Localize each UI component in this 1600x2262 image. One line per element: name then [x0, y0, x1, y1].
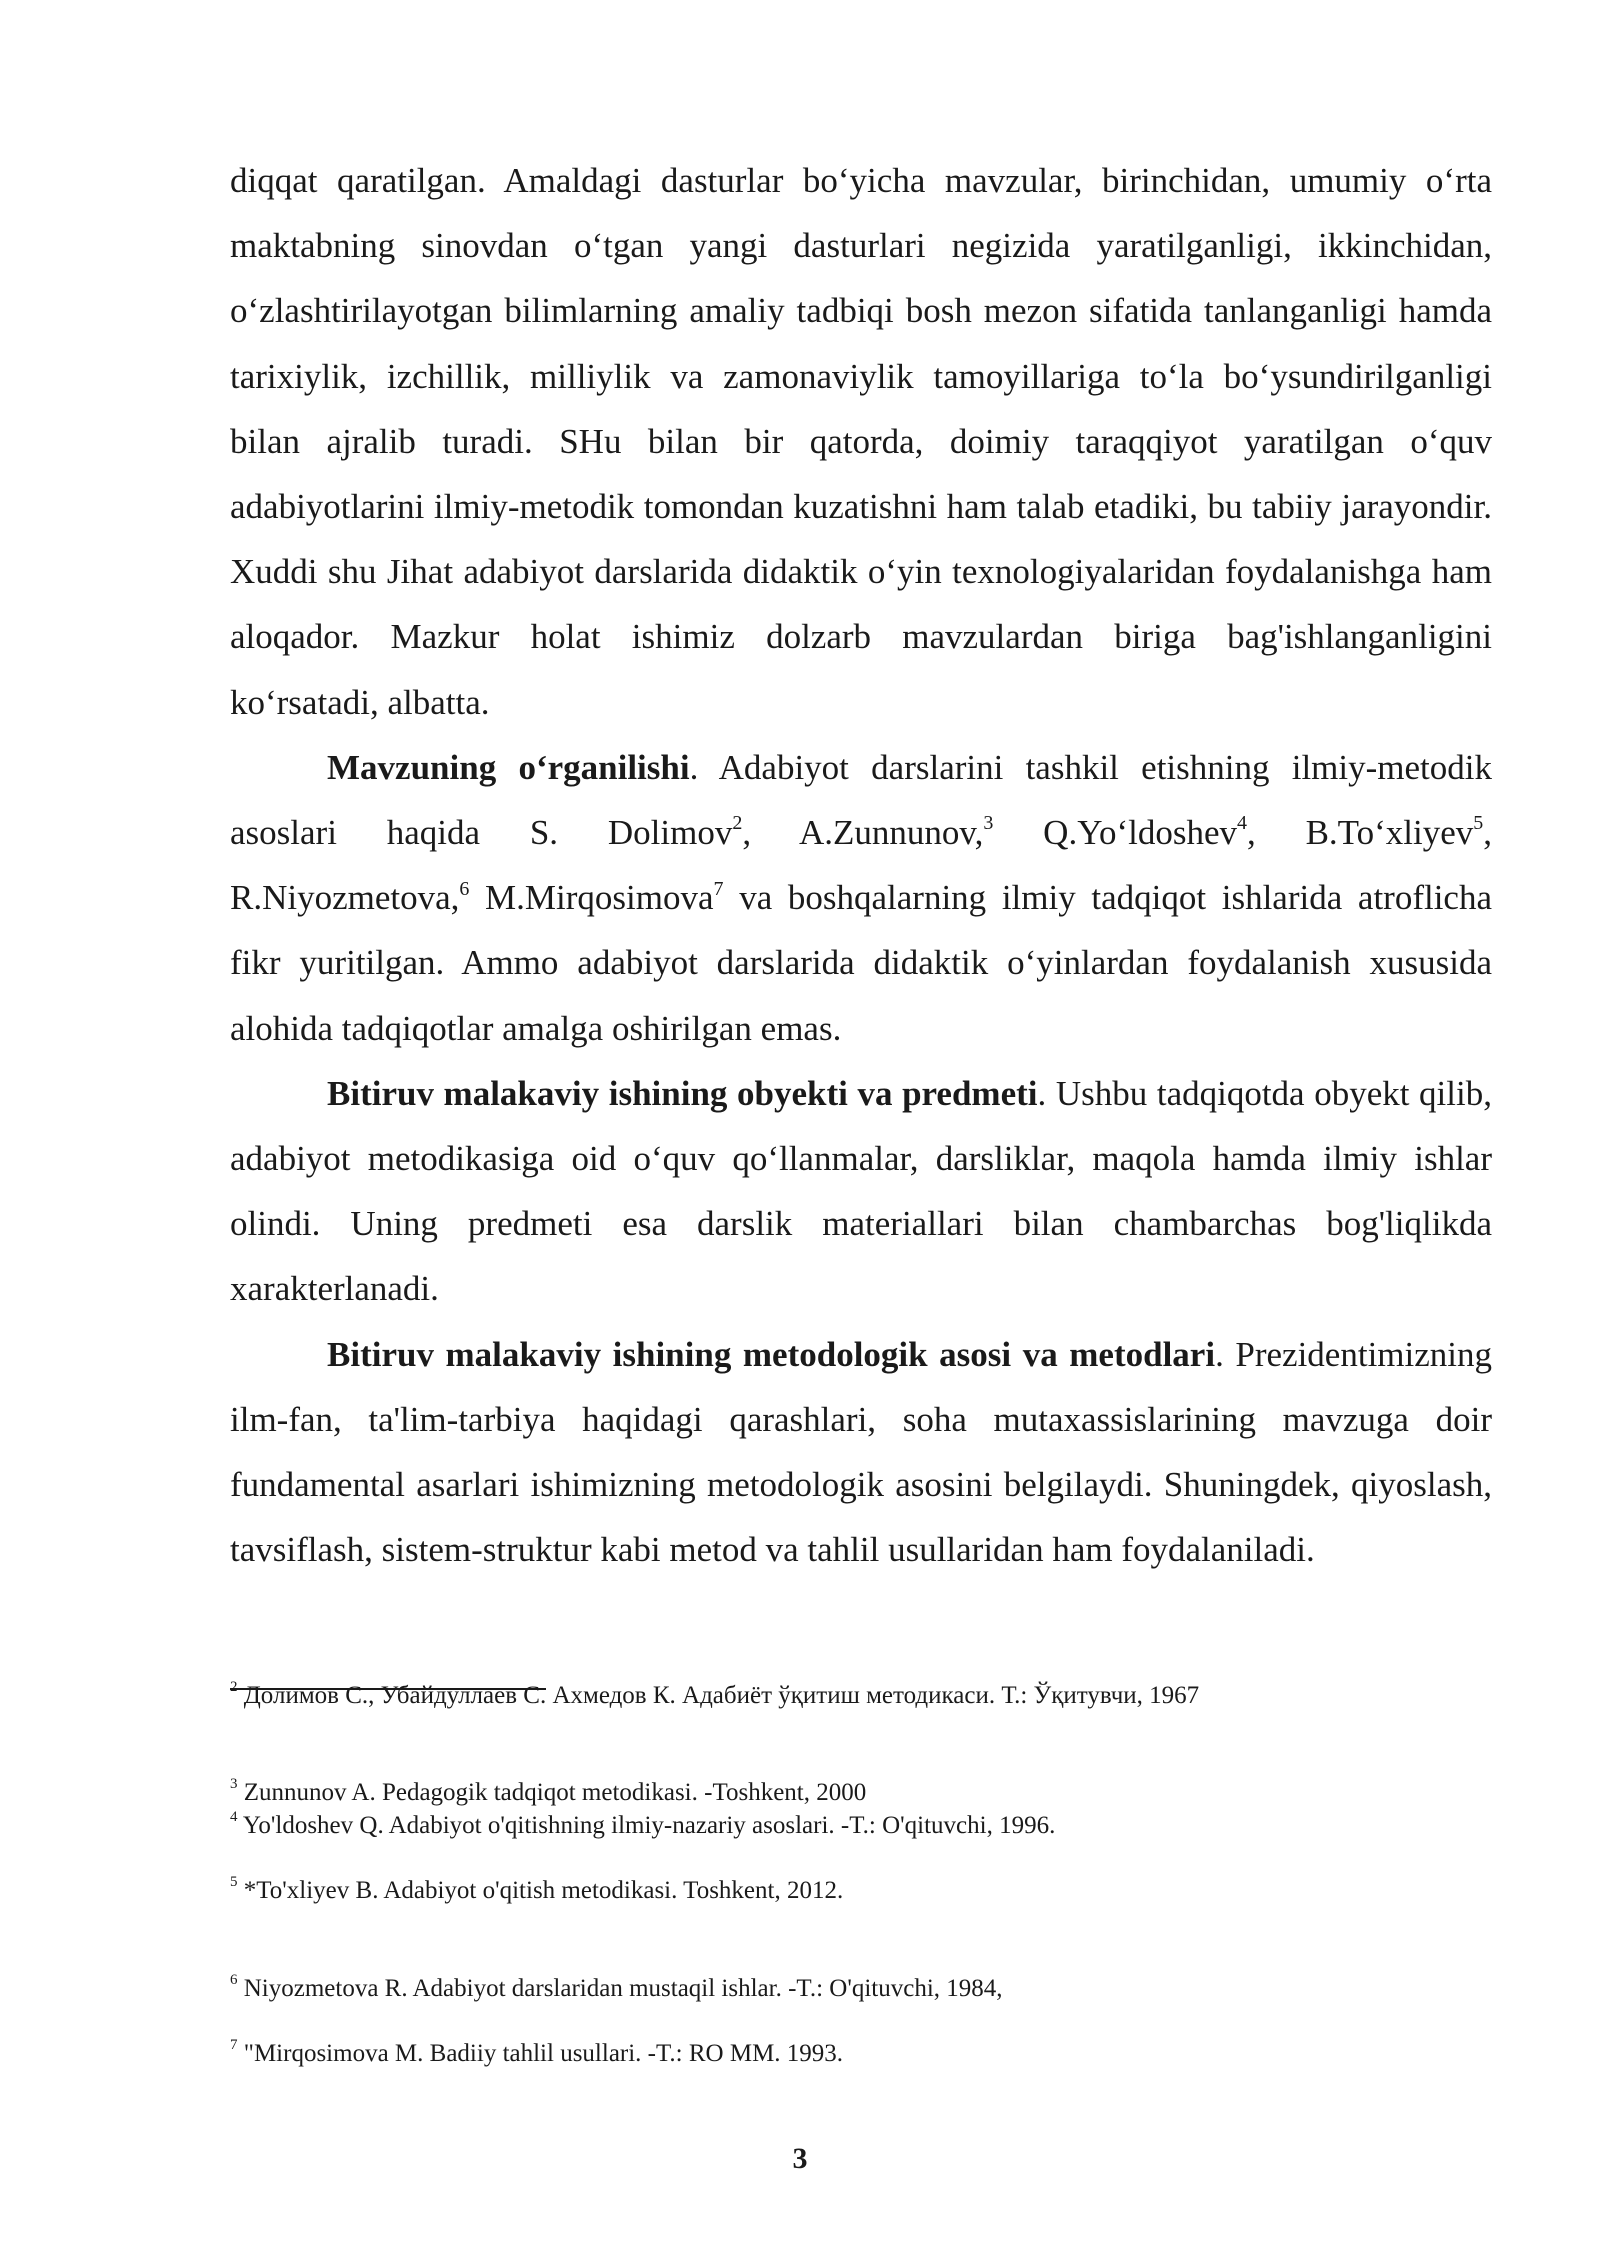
footnote-2: $^2$ Долимов С., Убайдуллаев С. Ахмедов К. Адабиёт ўқитиш методикаси. Т.: Ўқитувчи, 1967 [230, 1678, 1200, 1709]
document-body [230, 148, 1492, 1582]
footnote-ref[interactable]: 6 [459, 877, 470, 900]
footnote-5: $^5$ *To'xliyev B. Adabiyot o'qitish metodikasi. Toshkent, 2012. [230, 1873, 844, 1904]
footnote-4: $^4$ Yo'ldoshev Q. Adabiyot o'qitishning ilmiy-nazariy asoslari. -T.: O'qituvchi, 1996. [230, 1808, 1056, 1839]
page-number: 3 [792, 2142, 808, 2175]
footnote-ref[interactable]: 2 [732, 812, 743, 835]
footnote-6: $^6$ Niyozmetova R. Adabiyot darslaridan mustaqil ishlar. -T.: O'qituvchi, 1984, [230, 1971, 1003, 2002]
footnote-ref[interactable]: 4 [1237, 812, 1248, 835]
section-heading-methodology: Bitiruv malakaviy ishining metodologik asosi va metodlari [327, 1334, 1216, 1374]
paragraph-relevance: diqqat qaratilgan. Amaldagi dasturlar bo‘yicha mavzular, birinchidan, umumiy o‘rta maktabning sinovdan o‘tgan yangi dasturlari negizida yaratilganligi, ikkinchidan, o‘zlashtirilayotgan bilimlarning amaliy tadbiqi bosh mezon sifatida tanlanganligi hamda tarixiylik, izchillik, milliylik va zamonaviylik tamoyillariga to‘la bo‘ysundirilganligi bilan ajralib turadi. SHu bilan bir qatorda, doimiy taraqqiyot yaratilgan o‘quv adabiyotlarini ilmiy-metodik tomondan kuzatishni ham talab etadiki, bu tabiiy jarayondir. Xuddi shu Jihat adabiyot darslarida didaktik o‘yin texnologiyalaridan foydalanishga ham aloqador. Mazkur holat ishimiz dolzarb mavzulardan biriga bag'ishlanganligini ko‘rsatadi, albatta. [230, 161, 1492, 722]
paragraph-object-subject: Bitiruv malakaviy ishining obyekti va predmeti. Ushbu tadqiqotda obyekt qilib, adabiyot metodikasiga oid o‘quv qo‘llanmalar, darsliklar, maqola hamda ilmiy ishlar olindi. Uning predmeti esa darslik materiallari bilan chambarchas bog'liqlikda xarakterlanadi. [230, 1073, 1492, 1309]
section-heading-study: Mavzuning o‘rganilishi [327, 747, 690, 787]
footnote-7: $^7$ "Mirqosimova M. Badiiy tahlil usullari. -T.: RO MM. 1993. [230, 2036, 844, 2067]
paragraph-methodology: Bitiruv malakaviy ishining metodologik asosi va metodlari. Prezidentimizning ilm-fan, ta'lim-tarbiya haqidagi qarashlari, soha mutaxassislarining mavzuga doir fundamental asarlari ishimizning metodologik asosini belgilaydi. Shuningdek, qiyoslash, tavsiflash, sistem-struktur kabi metod va tahlil usullaridan ham foydalaniladi. [230, 1334, 1492, 1570]
footnote-3: $^3$ Zunnunov A. Pedagogik tadqiqot metodikasi. -Toshkent, 2000 [230, 1775, 867, 1806]
section-heading-object: Bitiruv malakaviy ishining obyekti va predmeti [327, 1073, 1038, 1113]
footnote-ref[interactable]: 5 [1473, 812, 1484, 835]
paragraph-literature-review: Mavzuning o‘rganilishi. Adabiyot darslarini tashkil etishning ilmiy-metodik asoslari haqida S. Dolimov$^2$, A.Zunnunov,$^3$ Q.Yo‘ldoshev$^4$, B.To‘xliyev$^5$, R.Niyozmetova,$^6$ M.Mirqosimova$^7$ va boshqalarning ilmiy tadqiqot ishlarida atroflicha fikr yuritilgan. Ammo adabiyot darslarida didaktik o‘yinlardan foydalanish xususida alohida tadqiqotlar amalga oshirilgan emas. [230, 747, 1493, 1048]
footnote-ref[interactable]: 7 [713, 877, 724, 900]
footnote-ref[interactable]: 3 [983, 812, 994, 835]
